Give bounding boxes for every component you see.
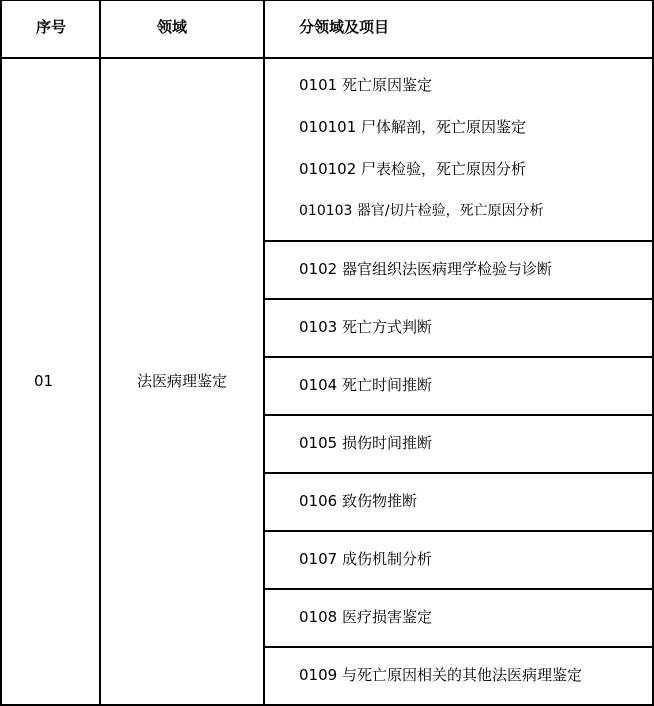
item-0103: 0103 死亡方式判断	[299, 318, 432, 336]
item-0104: 0104 死亡时间推断	[299, 376, 432, 394]
row-divider-2	[263, 298, 654, 300]
row-index: 01	[34, 372, 54, 390]
col-divider-1	[99, 0, 101, 706]
subitem-010103: 010103 器官/切片检验，死亡原因分析	[299, 203, 544, 219]
item-0102: 0102 器官组织法医病理学检验与诊断	[299, 260, 552, 278]
subitem-010102: 010102 尸表检验，死亡原因分析	[299, 160, 527, 178]
subitem-010101: 010101 尸体解剖，死亡原因鉴定	[299, 118, 527, 136]
header-domain: 领域	[157, 18, 188, 36]
border-left	[0, 0, 2, 706]
row-divider-1	[263, 240, 654, 242]
item-0107: 0107 成伤机制分析	[299, 550, 432, 568]
header-subdomain: 分领域及项目	[299, 18, 390, 36]
row-divider-3	[263, 356, 654, 358]
row-divider-6	[263, 530, 654, 532]
header-index: 序号	[36, 18, 67, 36]
row-divider-5	[263, 472, 654, 474]
row-divider-7	[263, 588, 654, 590]
item-0105: 0105 损伤时间推断	[299, 434, 432, 452]
item-0109: 0109 与死亡原因相关的其他法医病理鉴定	[299, 666, 582, 684]
row-divider-8	[263, 646, 654, 648]
row-domain: 法医病理鉴定	[137, 372, 228, 390]
item-0101: 0101 死亡原因鉴定	[299, 76, 432, 94]
item-0106: 0106 致伤物推断	[299, 492, 417, 510]
col-divider-2	[263, 0, 265, 706]
item-0108: 0108 医疗损害鉴定	[299, 608, 432, 626]
row-divider-4	[263, 414, 654, 416]
